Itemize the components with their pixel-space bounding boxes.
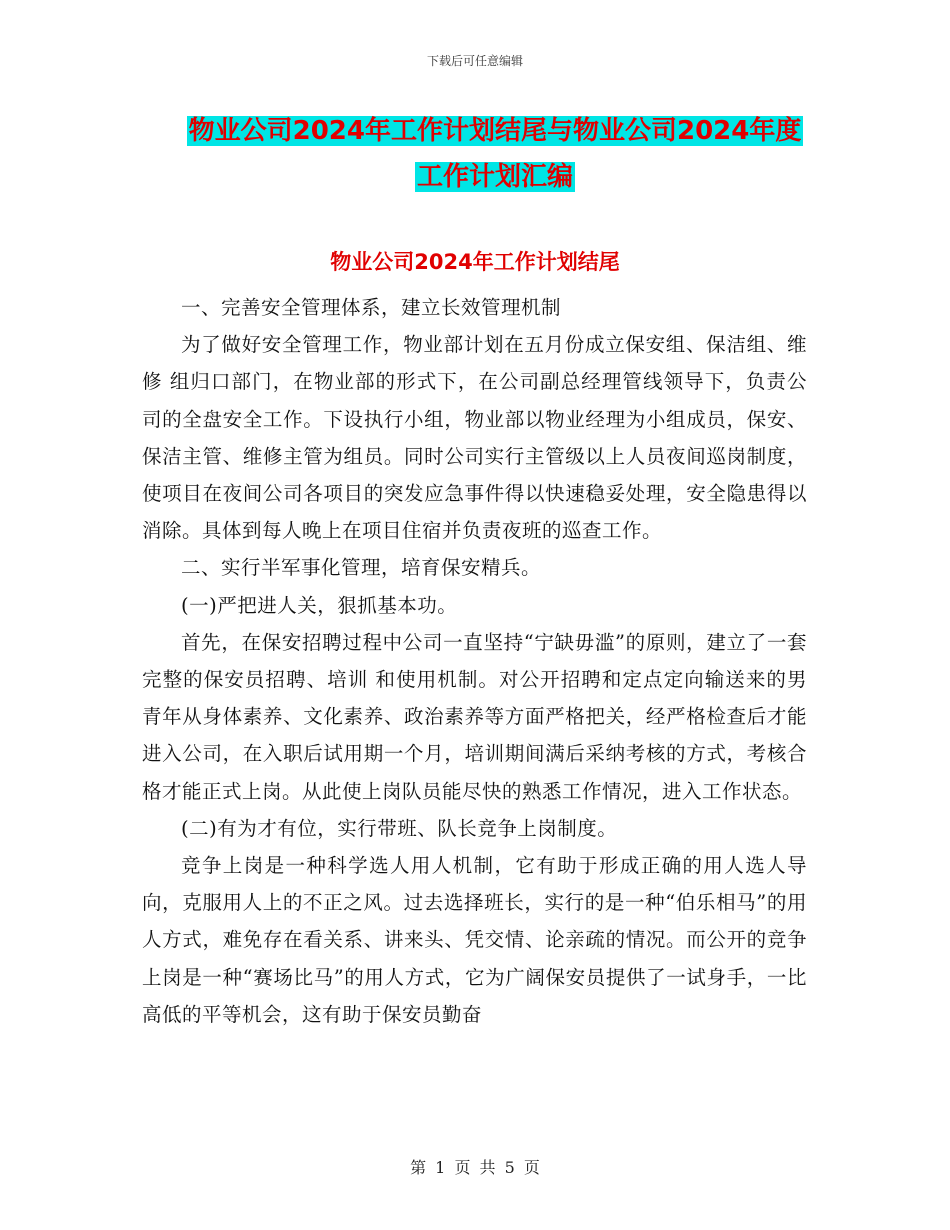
paragraph-subheading-1: (一)严把进人关，狠抓基本功。 [181, 593, 458, 617]
paragraph-heading-2: 二、实行半军事化管理，培育保安精兵。 [181, 556, 542, 580]
section-title: 物业公司2024年工作计划结尾 [330, 250, 620, 274]
document-title [145, 108, 845, 200]
paragraph-subheading-2: (二)有为才有位，实行带班、队长竞争上岗制度。 [181, 816, 618, 840]
document-title-line-1: 物业公司2024年工作计划结尾与物业公司2024年度 [188, 116, 802, 146]
document-title-line-2: 工作计划汇编 [416, 162, 573, 192]
page-footer-page-number: 第 1 页 共 5 页 [410, 1158, 540, 1177]
paragraph-heading-1: 一、完善安全管理体系，建立长效管理机制 [181, 296, 562, 319]
document-body [142, 289, 807, 1033]
paragraph: 首先，在保安招聘过程中公司一直坚持“宁缺毋滥”的原则，建立了一套完整的保安员招聘、培训 和使用机制。对公开招聘和定点定向输送来的男青年从身体素养、文化素养、政治素养等方面严格把关，经严格检查后才能进入公司，在入职后试用期一个月，培训期间满后采纳考核的方式，考核合格才能正式上岗。从此使上岗队员能尽快的熟悉工作情况，进入工作状态。 [142, 630, 807, 803]
paragraph: 为了做好安全管理工作，物业部计划在五月份成立保安组、保洁组、维修 组归口部门，在物业部的形式下，在公司副总经理管线领导下，负责公司的全盘安全工作。下设执行小组，物业部以物业经理为小组成员，保安、保洁主管、维修主管为组员。同时公司实行主管级以上人员夜间巡岗制度，使项目在夜间公司各项目的突发应急事件得以快速稳妥处理，安全隐患得以消除。具体到每人晚上在项目住宿并负责夜班的巡查工作。 [142, 333, 807, 543]
paragraph: 竞争上岗是一种科学选人用人机制，它有助于形成正确的用人选人导向，克服用人上的不正之风。过去选择班长，实行的是一种“伯乐相马”的用人方式，难免存在看关系、讲来头、凭交情、论亲疏的情况。而公开的竞争上岗是一种“赛场比马”的用人方式，它为广阔保安员提供了一试身手，一比高低的平等机会，这有助于保安员勤奋 [142, 854, 807, 1026]
page-header-note: 下载后可任意编辑 [426, 54, 523, 68]
